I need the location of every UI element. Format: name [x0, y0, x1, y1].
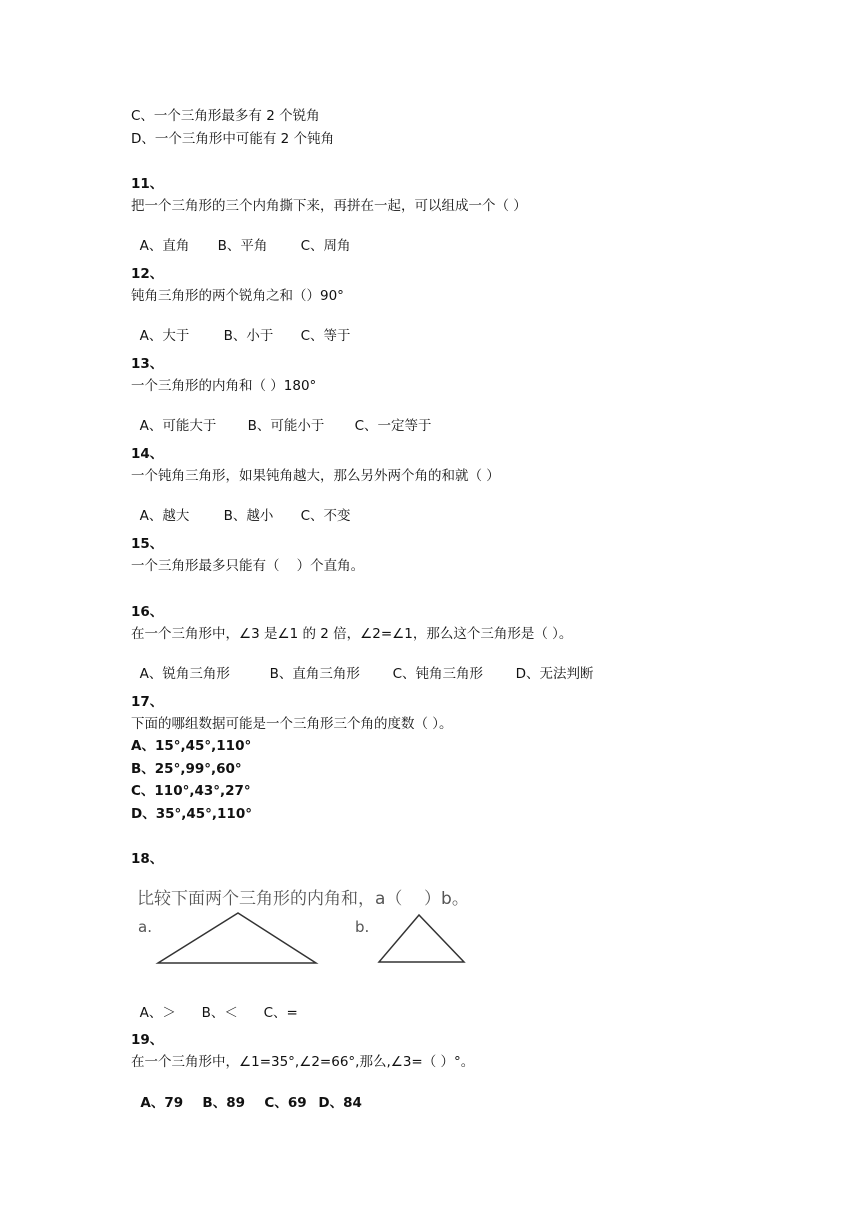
q17-number: 17、	[131, 694, 164, 710]
q16-option-b: B、直角三角形	[269, 666, 360, 682]
q19-number: 19、	[131, 1032, 164, 1048]
q12-stem: 钝角三角形的两个锐角之和（）90°	[131, 288, 344, 304]
q13-stem: 一个三角形的内角和（ ）180°	[131, 378, 317, 394]
q19-option-c: C、69	[264, 1095, 307, 1111]
q16-options	[131, 647, 594, 683]
q14-option-b: B、越小	[223, 508, 274, 524]
q16-option-c: C、钝角三角形	[392, 666, 484, 682]
q10-option-d: D、一个三角形中可能有 2 个钝角	[131, 131, 335, 147]
q12-option-b: B、小于	[223, 328, 274, 344]
q16-stem: 在一个三角形中，∠3 是∠1 的 2 倍，∠2=∠1，那么这个三角形是（ ）。	[131, 626, 573, 642]
q13-option-c: C、一定等于	[354, 418, 432, 434]
q13-number: 13、	[131, 356, 164, 372]
q14-option-a: A、越大	[139, 508, 190, 524]
q13-options	[131, 399, 432, 435]
q18-number: 18、	[131, 851, 164, 867]
q18-label-a: a.	[138, 918, 152, 936]
q11-option-b: B、平角	[217, 238, 268, 254]
q19-stem: 在一个三角形中，∠1=35°,∠2=66°,那么,∠3=（ ）°。	[131, 1054, 475, 1070]
q14-number: 14、	[131, 446, 164, 462]
q10-option-c: C、一个三角形最多有 2 个锐角	[131, 108, 320, 124]
q18-option-a: A、＞	[139, 1005, 176, 1021]
q18-option-c: C、=	[263, 1005, 298, 1021]
q17-option-a: A、15°,45°,110°	[131, 738, 252, 754]
triangle-b	[372, 905, 472, 970]
q15-number: 15、	[131, 536, 164, 552]
q12-number: 12、	[131, 266, 164, 282]
q17-option-d: D、35°,45°,110°	[131, 806, 252, 822]
q19-option-d: D、84	[318, 1095, 362, 1111]
q12-option-c: C、等于	[300, 328, 351, 344]
q11-option-a: A、直角	[139, 238, 190, 254]
q16-option-a: A、锐角三角形	[139, 666, 230, 682]
q11-stem: 把一个三角形的三个内角撕下来，再拼在一起，可以组成一个（ ）	[131, 198, 527, 214]
q12-option-a: A、大于	[139, 328, 190, 344]
q18-figure-caption: 比较下面两个三角形的内角和，a（ ）b。	[137, 889, 469, 909]
q18-label-b: b.	[355, 918, 370, 936]
q18-options	[131, 986, 298, 1022]
q14-options	[131, 489, 351, 525]
q13-option-a: A、可能大于	[139, 418, 217, 434]
q19-option-b: B、89	[202, 1095, 245, 1111]
q13-option-b: B、可能小于	[247, 418, 325, 434]
q11-number: 11、	[131, 176, 164, 192]
q16-number: 16、	[131, 604, 164, 620]
q17-stem: 下面的哪组数据可能是一个三角形三个角的度数（ ）。	[131, 716, 453, 732]
q17-option-c: C、110°,43°,27°	[131, 783, 251, 799]
q11-options	[131, 219, 351, 255]
q14-stem: 一个钝角三角形，如果钝角越大，那么另外两个角的和就（ ）	[131, 468, 500, 484]
q18-option-b: B、＜	[201, 1005, 238, 1021]
q16-option-d: D、无法判断	[515, 666, 594, 682]
q15-stem: 一个三角形最多只能有（ ）个直角。	[131, 558, 365, 574]
q19-options	[131, 1076, 362, 1112]
q12-options	[131, 309, 351, 345]
triangle-a	[150, 905, 325, 970]
q14-option-c: C、不变	[300, 508, 351, 524]
q19-option-a: A、79	[140, 1095, 184, 1111]
q11-option-c: C、周角	[300, 238, 351, 254]
q17-option-b: B、25°,99°,60°	[131, 761, 242, 777]
